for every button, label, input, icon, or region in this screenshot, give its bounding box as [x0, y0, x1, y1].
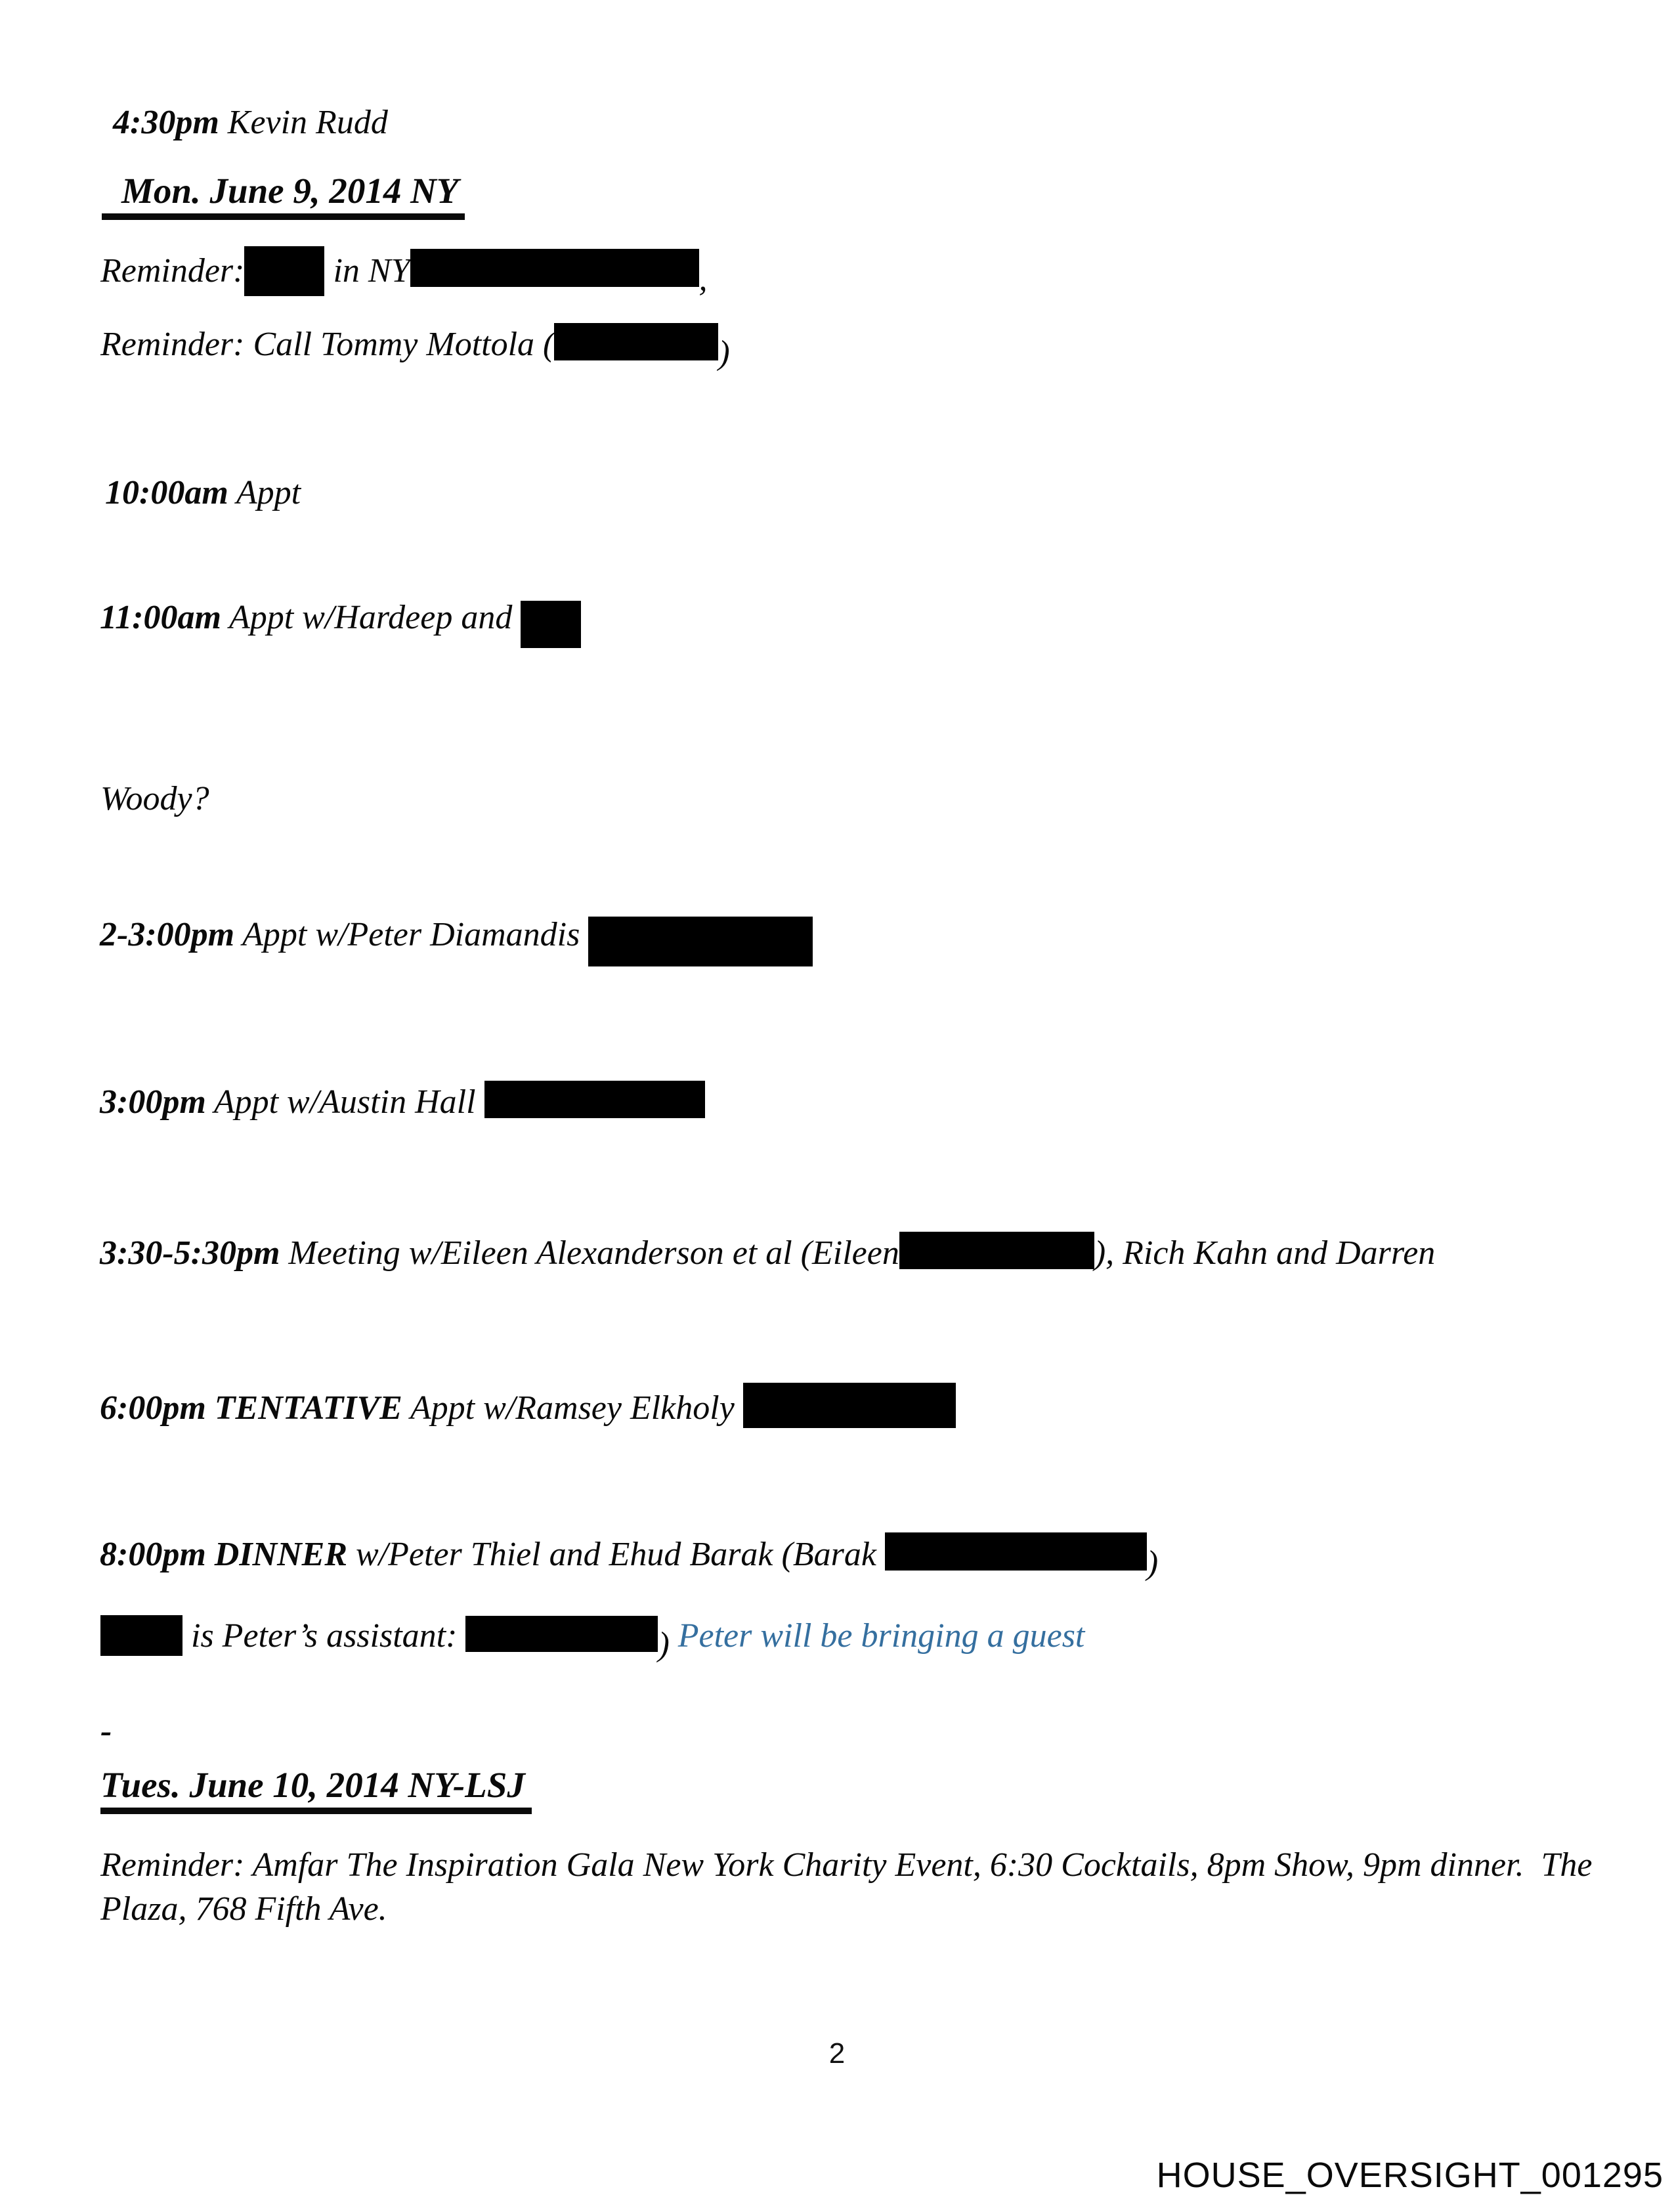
- schedule-text: Reminder:: [100, 252, 245, 290]
- schedule-line: [100, 1232, 1435, 1274]
- schedule-text: Tues. June 10, 2014 NY-LSJ: [100, 1765, 532, 1814]
- redaction-bar: [410, 249, 699, 287]
- bates-stamp: HOUSE_OVERSIGHT_001295: [1156, 2156, 1663, 2195]
- page-number: 2: [828, 2037, 846, 2070]
- redaction-bar: [899, 1232, 1094, 1269]
- schedule-line: [100, 323, 730, 372]
- redaction-bar: [484, 1081, 705, 1118]
- schedule-text: 10:00am: [105, 474, 228, 511]
- redaction-bar: [465, 1616, 658, 1652]
- schedule-line: [100, 597, 581, 648]
- schedule-text: ,: [698, 261, 708, 298]
- schedule-line: [113, 102, 388, 143]
- schedule-line: [100, 1711, 112, 1752]
- schedule-line: [100, 1845, 1593, 1886]
- schedule-line: [100, 1764, 532, 1807]
- schedule-text: Kevin Rudd: [219, 104, 388, 141]
- schedule-line: [100, 1383, 956, 1429]
- schedule-text: Appt w/Peter Diamandis: [234, 916, 589, 953]
- schedule-text: 11:00am: [100, 599, 221, 636]
- schedule-text: ): [1146, 1544, 1159, 1582]
- schedule-line: [100, 246, 708, 296]
- redaction-bar: [521, 601, 581, 648]
- schedule-text: 4:30pm: [113, 104, 219, 141]
- schedule-text: Peter will be bringing a guest: [669, 1617, 1085, 1655]
- schedule-text: ): [658, 1626, 670, 1663]
- schedule-text: ): [718, 334, 730, 372]
- schedule-text: is Peter’s assistant:: [182, 1617, 466, 1655]
- redaction-bar: [554, 323, 718, 360]
- schedule-text: -: [100, 1712, 112, 1750]
- schedule-text: 3:00pm: [100, 1083, 206, 1121]
- schedule-text: ), Rich Kahn and Darren: [1094, 1234, 1436, 1272]
- schedule-text: 3:30-5:30pm: [100, 1234, 280, 1272]
- redaction-bar: [885, 1532, 1147, 1571]
- schedule-line: [100, 1615, 1085, 1663]
- redaction-bar: [588, 917, 813, 966]
- schedule-text: Mon. June 9, 2014 NY: [102, 171, 465, 220]
- schedule-text: Plaza, 768 Fifth Ave.: [100, 1890, 387, 1928]
- schedule-text: Woody?: [100, 780, 209, 817]
- schedule-line: [102, 169, 465, 213]
- redaction-bar: [743, 1383, 956, 1428]
- schedule-line: [100, 1081, 705, 1123]
- schedule-text: Meeting w/Eileen Alexanderson et al (Eileen: [280, 1234, 899, 1272]
- schedule-text: 6:00pm TENTATIVE: [100, 1389, 402, 1427]
- schedule-line: [100, 1889, 387, 1930]
- schedule-text: Reminder: Amfar The Inspiration Gala New York Charity Event, 6:30 Cocktails, 8pm Show, 9pm dinner. The: [100, 1846, 1593, 1884]
- schedule-line: [100, 1532, 1159, 1582]
- schedule-text: 8:00pm DINNER: [100, 1536, 348, 1573]
- schedule-text: 2-3:00pm: [100, 916, 235, 953]
- schedule-text: w/Peter Thiel and Ehud Barak (Barak: [347, 1536, 885, 1573]
- schedule-text: Appt w/Austin Hall: [205, 1083, 484, 1121]
- redaction-bar: [100, 1615, 182, 1656]
- schedule-text: Appt w/Hardeep and: [221, 599, 521, 636]
- schedule-text: Reminder: Call Tommy Mottola (: [100, 326, 555, 363]
- schedule-text: in NY: [324, 252, 410, 290]
- schedule-text: Appt: [228, 474, 301, 511]
- schedule-line: [100, 915, 813, 966]
- schedule-line: [105, 473, 301, 513]
- redaction-bar: [244, 246, 324, 296]
- schedule-line: [100, 779, 209, 819]
- schedule-text: Appt w/Ramsey Elkholy: [402, 1389, 743, 1427]
